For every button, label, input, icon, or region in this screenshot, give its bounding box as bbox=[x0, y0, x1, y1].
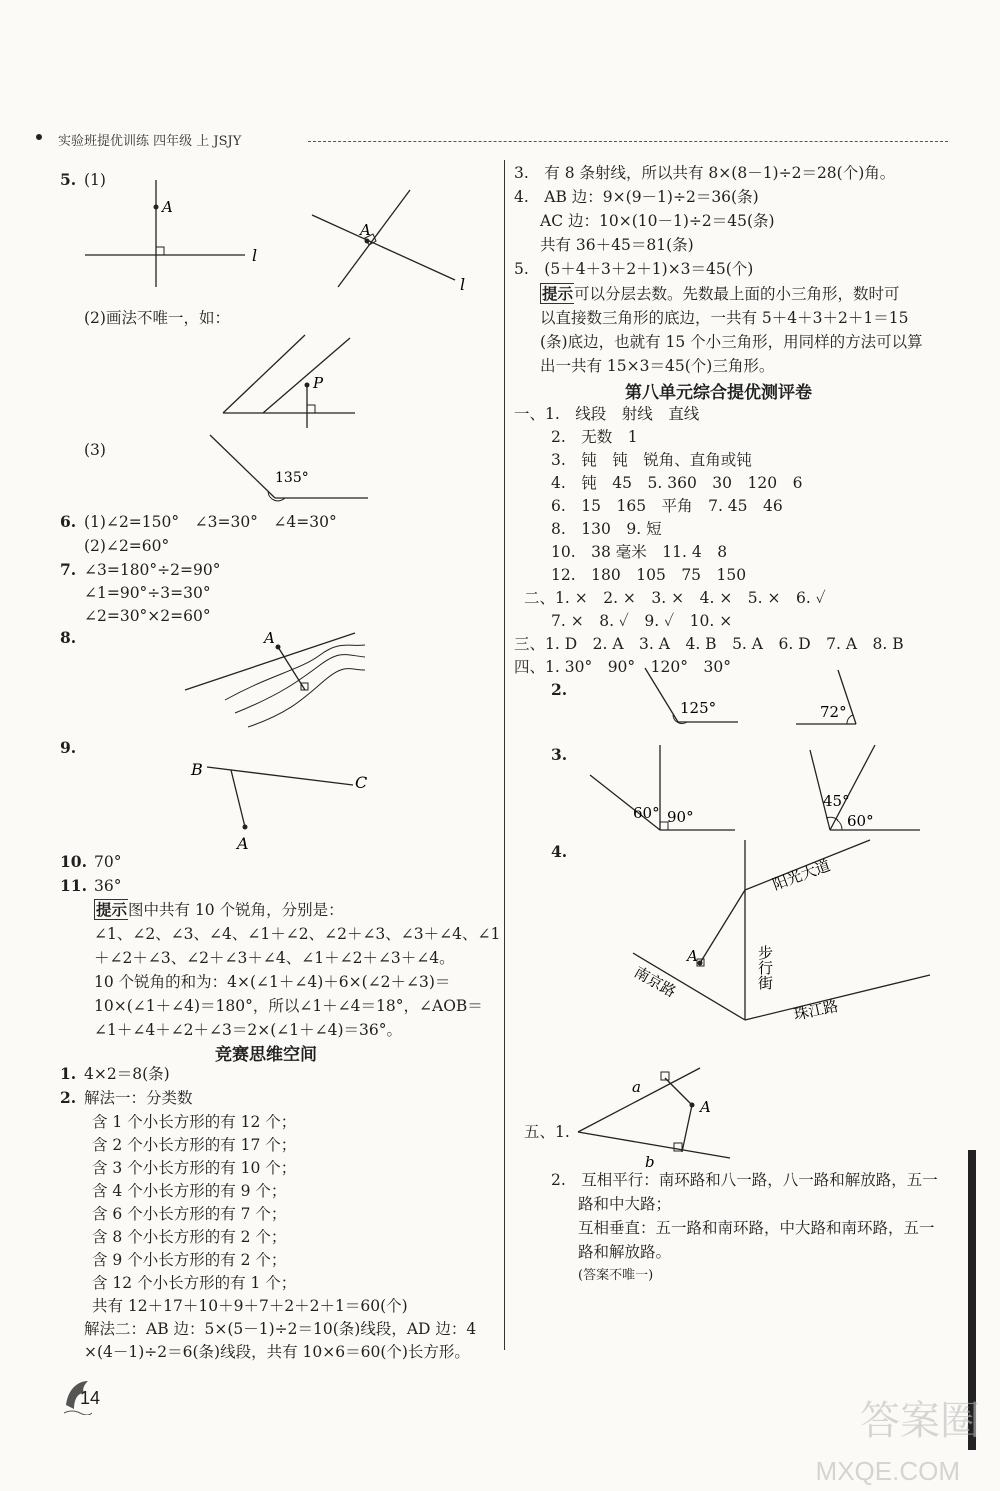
s5-q1-number: 五、1. bbox=[524, 1123, 570, 1141]
c2-line: 含 4 个小长方形的有 9 个； bbox=[92, 1182, 287, 1200]
q11-number: 11. bbox=[60, 876, 87, 895]
q9-label-b: B bbox=[191, 760, 203, 779]
s1-line: 12. 180 105 75 150 bbox=[551, 566, 747, 584]
c2-line: 含 3 个小长方形的有 10 个； bbox=[92, 1159, 297, 1177]
q9-figure bbox=[185, 755, 385, 855]
q5-label-l: l bbox=[252, 246, 258, 265]
tip-label: 提示 bbox=[96, 900, 128, 919]
q10-number: 10. bbox=[60, 852, 87, 871]
c2-line: 含 9 个小长方形的有 2 个； bbox=[92, 1251, 287, 1269]
s4-q2-number: 2. bbox=[551, 680, 568, 699]
q5-label-l2: l bbox=[460, 275, 466, 290]
q7-number: 7. bbox=[60, 560, 77, 579]
c1-answer: 4×2＝8(条) bbox=[84, 1065, 170, 1083]
c2-line: 共有 12＋17＋10＋9＋7＋2＋2＋1＝60(个) bbox=[92, 1297, 408, 1315]
s4-q2-figure bbox=[630, 660, 930, 740]
q5-part3: (3) bbox=[84, 441, 106, 459]
angle-60b: 60° bbox=[847, 812, 874, 830]
s5-label-a-point: A bbox=[700, 1098, 711, 1116]
s4-q3-figure bbox=[585, 740, 930, 835]
road-nanjing: 南京路 bbox=[631, 962, 679, 1001]
tip-text-right: 可以分层去数。先数最上面的小三角形，数时可 bbox=[574, 285, 900, 303]
s1-line: 一、1. 线段 射线 直线 bbox=[514, 405, 700, 423]
r3-answer: 3. 有 8 条射线，所以共有 8×(8－1)÷2＝28(个)角。 bbox=[514, 164, 896, 182]
q5-figure-1 bbox=[80, 175, 500, 290]
s5-label-b: b bbox=[645, 1153, 655, 1170]
s5-q2-line: 路和中大路； bbox=[578, 1195, 672, 1213]
s4-q3-number: 3. bbox=[551, 745, 568, 764]
s3-line: 三、1. D 2. A 3. A 4. B 5. A 6. D 7. A 8. B bbox=[514, 635, 904, 653]
q5-part1: (1) bbox=[84, 171, 106, 189]
r5-tip-line1 bbox=[540, 284, 900, 304]
c2-line: 含 2 个小长方形的有 17 个； bbox=[92, 1136, 297, 1154]
section-title-competition: 竞赛思维空间 bbox=[215, 1045, 317, 1065]
header-rule bbox=[308, 141, 948, 142]
s5-label-a-line: a bbox=[632, 1078, 641, 1096]
angle-72: 72° bbox=[820, 703, 847, 721]
s4-q4-number: 4. bbox=[551, 842, 568, 861]
q11-tip-line1 bbox=[94, 900, 344, 920]
r4-line1: 4. AB 边：9×(9－1)÷2＝36(条) bbox=[514, 188, 759, 206]
q5-label-a2: A bbox=[360, 221, 371, 239]
s1-line: 2. 无数 1 bbox=[551, 428, 638, 446]
q5-part2: (2)画法不唯一，如： bbox=[84, 309, 230, 327]
s1-line: 6. 15 165 平角 7. 45 46 bbox=[551, 497, 783, 515]
section-title-unit8: 第八单元综合提优测评卷 bbox=[625, 383, 812, 403]
s5-q2-line: 2. 互相平行：南环路和八一路，八一路和解放路，五一 bbox=[551, 1171, 938, 1189]
q11-tip-line5: 10×(∠1＋∠4)＝180°，所以∠1＋∠4＝18°，∠AOB＝ bbox=[94, 997, 483, 1015]
s1-line: 10. 38 毫米 11. 4 8 bbox=[551, 543, 728, 561]
s5-figure bbox=[570, 1060, 770, 1170]
q5-figure-2 bbox=[215, 330, 365, 430]
watermark-logo: 答案圈 bbox=[860, 1399, 980, 1443]
s4-line1: 四、1. 30° 90° 120° 30° bbox=[514, 658, 731, 676]
map-figure bbox=[625, 835, 970, 1035]
s1-line: 8. 130 9. 短 bbox=[551, 520, 662, 538]
angle-60a: 60° bbox=[633, 804, 660, 822]
q5-label-a: A bbox=[162, 198, 173, 216]
r5-tip-line4: 出一共有 15×3＝45(个)三角形。 bbox=[540, 357, 775, 375]
road-zhujiang: 珠江路 bbox=[792, 996, 840, 1024]
q8-number: 8. bbox=[60, 628, 77, 647]
c2-line: 含 6 个小长方形的有 7 个； bbox=[92, 1205, 287, 1223]
q5-angle-135: 135° bbox=[275, 470, 309, 486]
q8-figure bbox=[180, 625, 370, 735]
tip-text: 图中共有 10 个锐角，分别是： bbox=[128, 901, 344, 919]
header-bullet bbox=[36, 134, 42, 140]
watermark-url: MXQE.COM bbox=[815, 1456, 960, 1486]
q6-number: 6. bbox=[60, 512, 77, 531]
q5-label-p: P bbox=[313, 374, 324, 392]
c2-number: 2. bbox=[60, 1088, 77, 1107]
r5-tip-line3: (条)底边，也就有 15 个小三角形，用同样的方法可以算 bbox=[540, 333, 923, 351]
angle-125: 125° bbox=[680, 699, 717, 717]
q9-label-a: A bbox=[237, 834, 249, 853]
q11-tip-line3: ＋∠2＋∠3、∠2＋∠3＋∠4、∠1＋∠2＋∠3＋∠4。 bbox=[94, 949, 455, 967]
c1-number: 1. bbox=[60, 1064, 77, 1083]
q7-line3: ∠2=30°×2=60° bbox=[84, 607, 211, 625]
q7-line2: ∠1=90°÷3=30° bbox=[84, 584, 211, 602]
angle-90: 90° bbox=[667, 808, 694, 826]
c2-heading: 解法一：分类数 bbox=[84, 1089, 193, 1107]
q11-answer: 36° bbox=[94, 877, 122, 895]
tip-label-right: 提示 bbox=[542, 284, 574, 303]
s5-q2-note: (答案不唯一) bbox=[578, 1268, 654, 1283]
q11-tip-line2: ∠1、∠2、∠3、∠4、∠1＋∠2、∠2＋∠3、∠3＋∠4、∠1 bbox=[94, 925, 501, 943]
r5-answer: 5. (5＋4＋3＋2＋1)×3＝45(个) bbox=[514, 260, 754, 278]
q10-answer: 70° bbox=[94, 853, 122, 871]
r4-line2: AC 边：10×(10－1)÷2＝45(条) bbox=[540, 212, 775, 230]
s1-line: 4. 钝 45 5. 360 30 120 6 bbox=[551, 474, 803, 492]
s5-q2-line: 互相垂直：五一路和南环路，中大路和南环路，五一 bbox=[578, 1219, 935, 1237]
s2-line1: 二、1. × 2. × 3. × 4. × 5. × 6. ✓ bbox=[524, 589, 826, 607]
s1-line: 3. 钝 钝 锐角、直角或钝 bbox=[551, 451, 752, 469]
q8-label-a: A bbox=[264, 629, 275, 647]
r4-line3: 共有 36＋45＝81(条) bbox=[540, 236, 694, 254]
map-label-a: A bbox=[687, 947, 698, 965]
c2-line: 含 8 个小长方形的有 2 个； bbox=[92, 1228, 287, 1246]
s2-line2: 7. × 8. ✓ 9. ✓ 10. × bbox=[551, 612, 733, 630]
q9-label-c: C bbox=[355, 773, 368, 792]
column-divider bbox=[504, 160, 505, 1350]
r5-tip-line2: 以直接数三角形的底边，一共有 5＋4＋3＋2＋1＝15 bbox=[540, 309, 909, 327]
c2-line: 解法二：AB 边：5×(5－1)÷2＝10(条)线段，AD 边：4 bbox=[84, 1320, 477, 1338]
s5-q2-line: 路和解放路。 bbox=[578, 1243, 672, 1261]
q6-line1: (1)∠2=150° ∠3=30° ∠4=30° bbox=[84, 513, 337, 531]
road-sunshine: 阳光大道 bbox=[770, 856, 833, 894]
road-pedestrian: 步行街 bbox=[756, 945, 774, 990]
c2-line: 含 1 个小长方形的有 12 个； bbox=[92, 1113, 297, 1131]
q11-tip-line4: 10 个锐角的和为：4×(∠1＋∠4)＋6×(∠2＋∠3)＝ bbox=[94, 973, 451, 991]
c2-line: ×(4－1)÷2＝6(条)线段，共有 10×6＝60(个)长方形。 bbox=[84, 1343, 470, 1361]
q7-line1: ∠3=180°÷2=90° bbox=[84, 561, 221, 579]
q6-line2: (2)∠2=60° bbox=[84, 537, 170, 555]
page-number: 14 bbox=[80, 1388, 101, 1408]
q9-number: 9. bbox=[60, 738, 77, 757]
q11-tip-line6: ∠1＋∠4＋∠2＋∠3＝2×(∠1＋∠4)＝36°。 bbox=[94, 1021, 403, 1039]
c2-line: 含 12 个小长方形的有 1 个； bbox=[92, 1274, 297, 1292]
q5-number: 5. bbox=[60, 170, 77, 189]
running-header: 实验班提优训练 四年级 上 JSJY bbox=[58, 134, 242, 149]
q5-figure-3 bbox=[200, 430, 380, 510]
angle-45: 45° bbox=[823, 792, 850, 810]
